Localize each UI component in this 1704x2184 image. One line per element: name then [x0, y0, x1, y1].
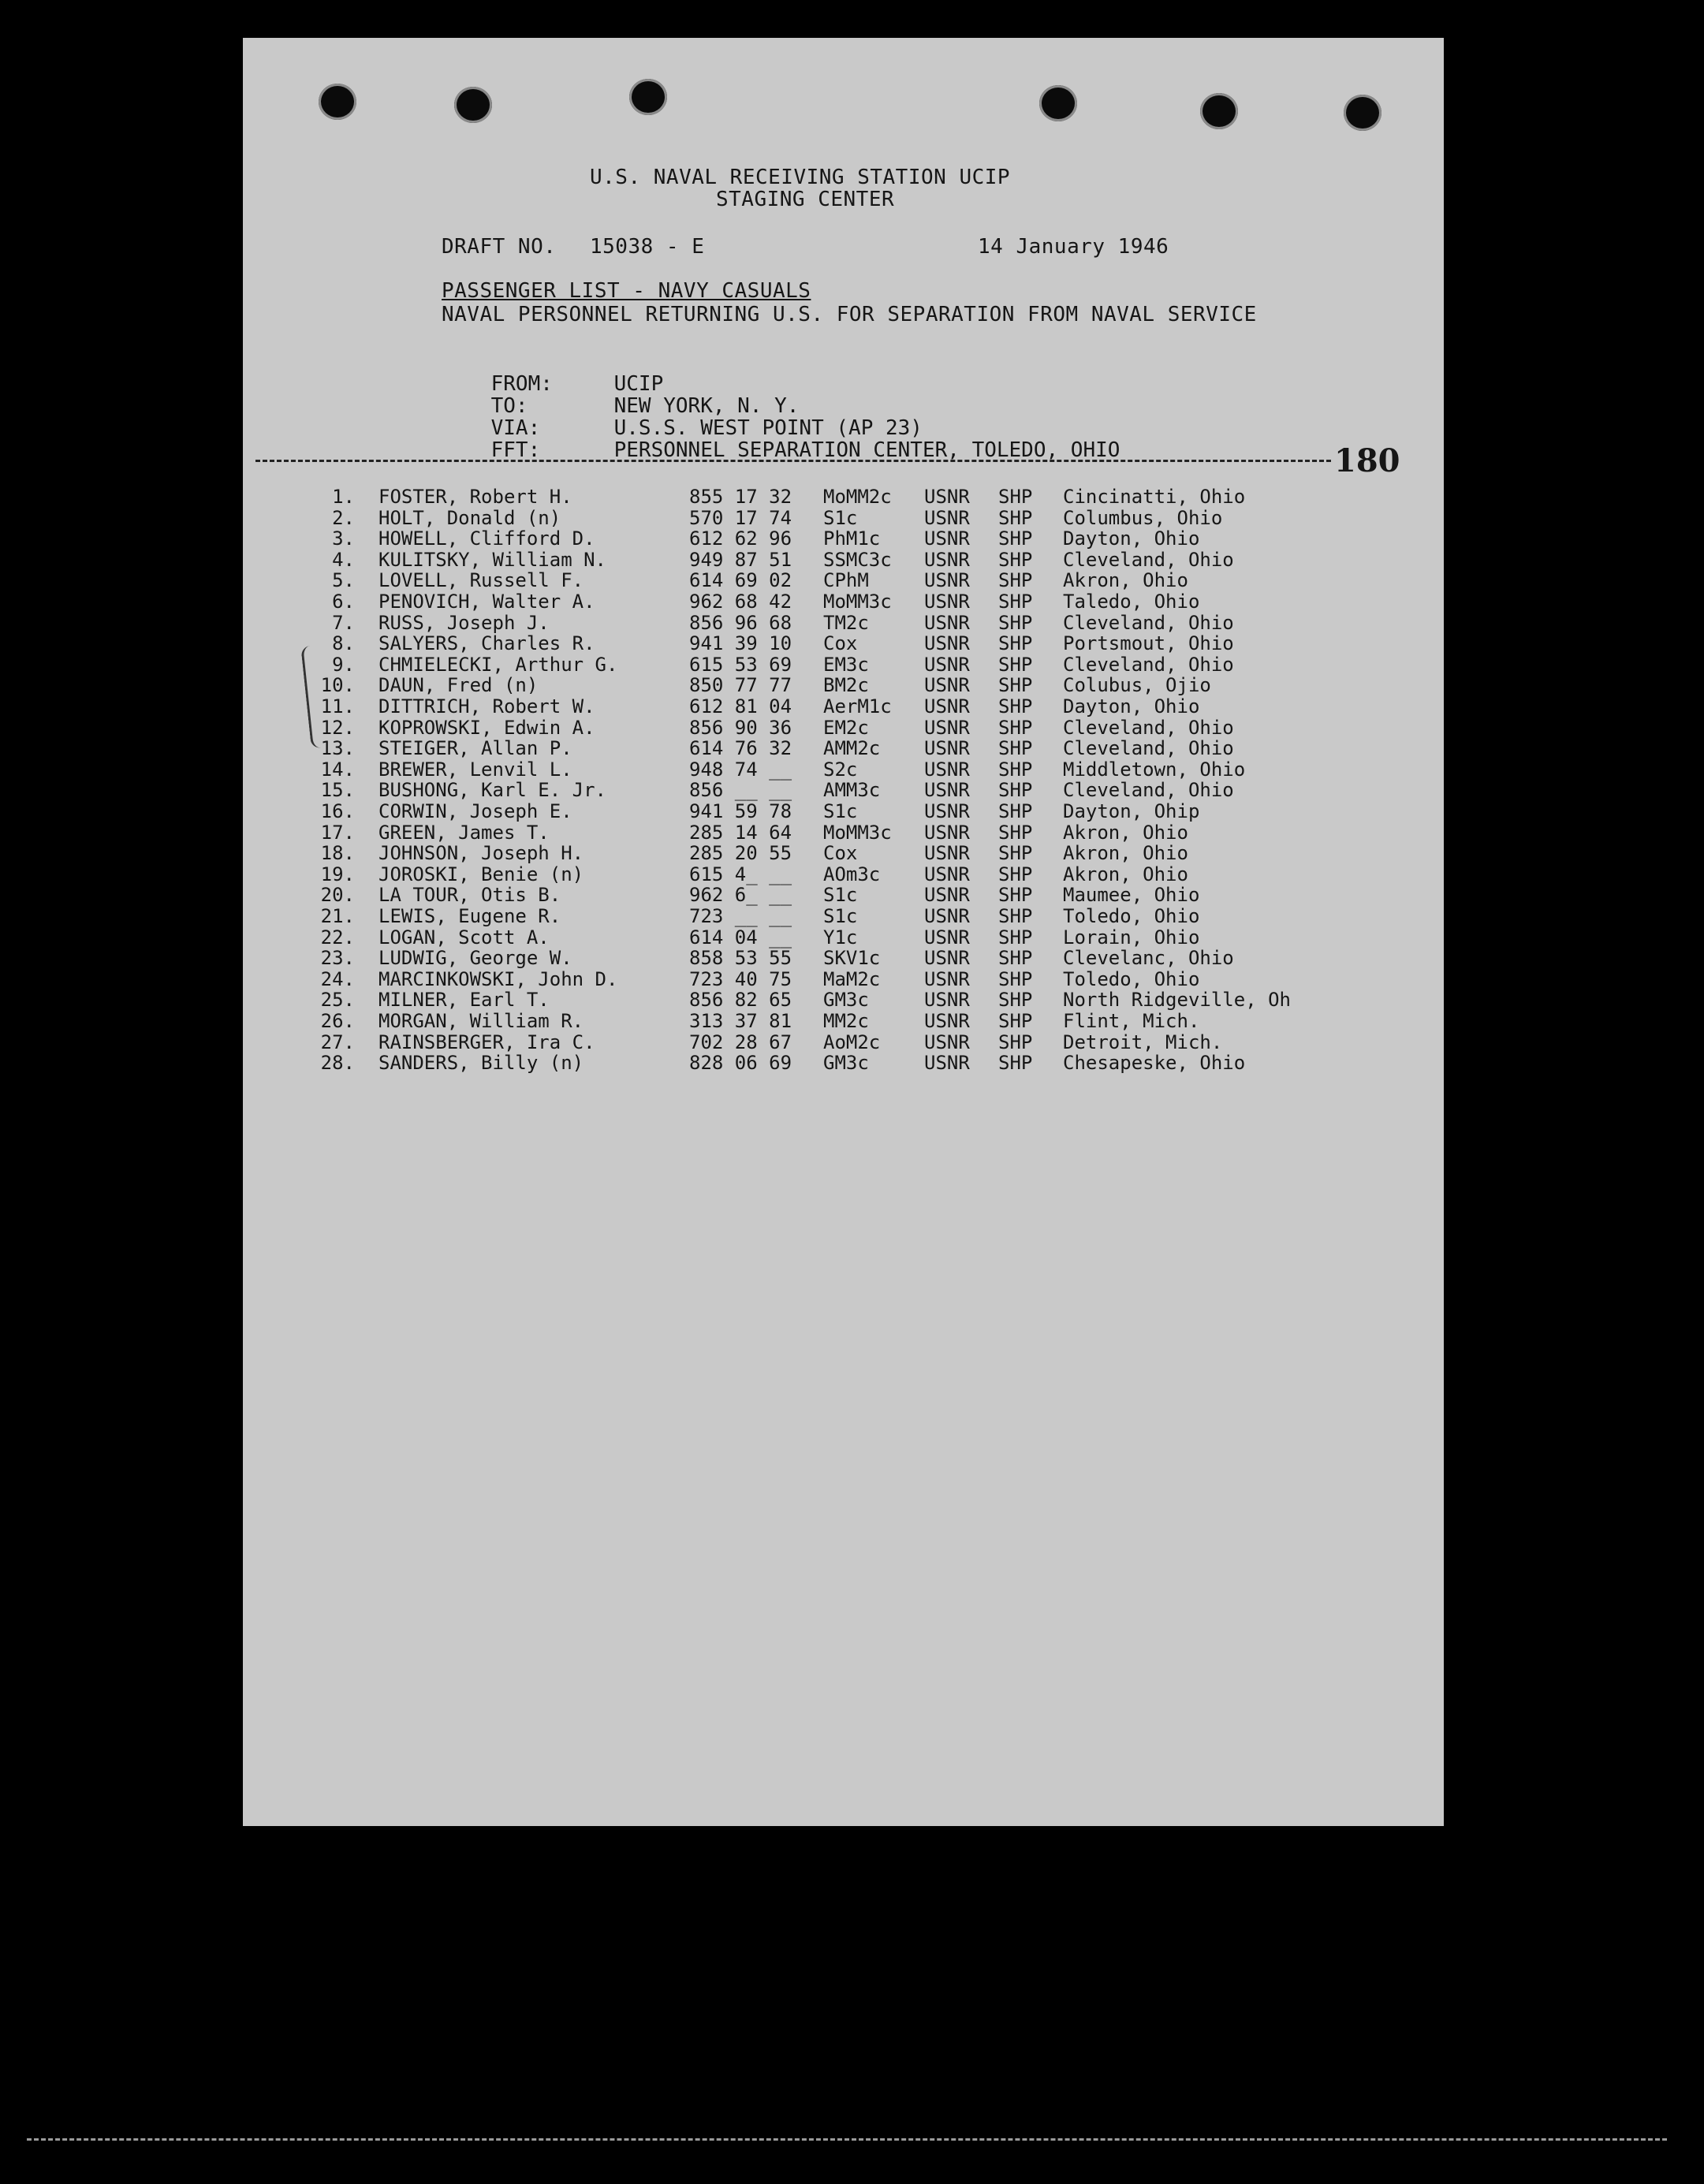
list-title: PASSENGER LIST - NAVY CASUALS: [442, 279, 811, 303]
service-class: USNR: [924, 1031, 970, 1053]
passenger-number: 22.: [320, 926, 355, 949]
passenger-number: 21.: [320, 905, 355, 927]
home-town: Akron, Ohio: [1063, 569, 1188, 591]
routing-label: TO:: [490, 394, 528, 418]
service-class: USNR: [924, 968, 970, 990]
service-class: USNR: [924, 549, 970, 571]
service-class: USNR: [924, 695, 970, 717]
punch-hole: [1200, 93, 1238, 129]
passenger-name: LUDWIG, George W.: [378, 947, 572, 969]
service-number: 949 87 51: [689, 549, 792, 571]
passenger-name: CHMIELECKI, Arthur G.: [378, 654, 618, 676]
passenger-number: 1.: [332, 486, 355, 508]
passenger-name: DAUN, Fred (n): [378, 674, 539, 696]
home-town: Cleveland, Ohio: [1063, 737, 1234, 759]
passenger-number: 14.: [320, 758, 355, 781]
scan-edge-line: [27, 2138, 1667, 2141]
routing-value: U.S.S. WEST POINT (AP 23): [613, 416, 923, 440]
service-class: USNR: [924, 863, 970, 885]
list-subtitle: NAVAL PERSONNEL RETURNING U.S. FOR SEPARATION FROM NAVAL SERVICE: [442, 303, 1257, 326]
home-town: Cleveland, Ohio: [1063, 717, 1234, 739]
passenger-name: STEIGER, Allan P.: [378, 737, 572, 759]
passenger-number: 13.: [320, 737, 355, 759]
home-town: Columbus, Ohio: [1063, 507, 1223, 529]
rating: MaM2c: [823, 968, 881, 990]
home-town: Cleveland, Ohio: [1063, 612, 1234, 634]
rating: MoMM2c: [823, 486, 892, 508]
home-town: Dayton, Ohip: [1063, 800, 1200, 822]
transport-code: SHP: [998, 926, 1033, 949]
passenger-number: 2.: [332, 507, 355, 529]
transport-code: SHP: [998, 632, 1033, 654]
passenger-number: 24.: [320, 968, 355, 990]
passenger-name: PENOVICH, Walter A.: [378, 591, 595, 613]
rating: S1c: [823, 884, 858, 906]
passenger-name: JOROSKI, Benie (n): [378, 863, 584, 885]
transport-code: SHP: [998, 842, 1033, 864]
service-number: 615 53 69: [689, 654, 792, 676]
service-class: USNR: [924, 527, 970, 550]
passenger-name: DITTRICH, Robert W.: [378, 695, 595, 717]
service-number: 962 6_ __: [689, 884, 792, 906]
rating: AMM2c: [823, 737, 881, 759]
service-number: 948 74 __: [689, 758, 792, 781]
service-number: 702 28 67: [689, 1031, 792, 1053]
rating: SKV1c: [823, 947, 881, 969]
transport-code: SHP: [998, 1052, 1033, 1074]
transport-code: SHP: [998, 527, 1033, 550]
passenger-number: 10.: [320, 674, 355, 696]
passenger-number: 9.: [332, 654, 355, 676]
passenger-name: LOGAN, Scott A.: [378, 926, 550, 949]
dashed-divider: [255, 460, 1331, 462]
punch-hole: [1039, 85, 1077, 121]
passenger-number: 17.: [320, 822, 355, 844]
service-class: USNR: [924, 905, 970, 927]
service-class: USNR: [924, 486, 970, 508]
rating: S1c: [823, 905, 858, 927]
draft-label: DRAFT NO.: [442, 235, 557, 259]
rating: BM2c: [823, 674, 869, 696]
home-town: Colubus, Ojio: [1063, 674, 1211, 696]
transport-code: SHP: [998, 968, 1033, 990]
service-number: 285 14 64: [689, 822, 792, 844]
home-town: Toledo, Ohio: [1063, 968, 1200, 990]
home-town: Akron, Ohio: [1063, 863, 1188, 885]
punch-hole: [454, 87, 492, 123]
service-class: USNR: [924, 1010, 970, 1032]
passenger-name: LA TOUR, Otis B.: [378, 884, 561, 906]
passenger-number: 18.: [320, 842, 355, 864]
transport-code: SHP: [998, 654, 1033, 676]
transport-code: SHP: [998, 737, 1033, 759]
service-class: USNR: [924, 737, 970, 759]
rating: SSMC3c: [823, 549, 892, 571]
transport-code: SHP: [998, 884, 1033, 906]
passenger-number: 11.: [320, 695, 355, 717]
passenger-number: 5.: [332, 569, 355, 591]
rating: AoM2c: [823, 1031, 881, 1053]
rating: GM3c: [823, 989, 869, 1011]
service-class: USNR: [924, 822, 970, 844]
passenger-name: FOSTER, Robert H.: [378, 486, 572, 508]
transport-code: SHP: [998, 947, 1033, 969]
service-number: 941 39 10: [689, 632, 792, 654]
service-number: 723 __ __: [689, 905, 792, 927]
home-town: Cleveland, Ohio: [1063, 654, 1234, 676]
home-town: Lorain, Ohio: [1063, 926, 1200, 949]
routing-label: VIA:: [490, 416, 541, 440]
service-class: USNR: [924, 779, 970, 801]
service-class: USNR: [924, 800, 970, 822]
passenger-number: 8.: [332, 632, 355, 654]
service-class: USNR: [924, 842, 970, 864]
rating: TM2c: [823, 612, 869, 634]
passenger-name: SALYERS, Charles R.: [378, 632, 595, 654]
rating: S2c: [823, 758, 858, 781]
rating: S1c: [823, 800, 858, 822]
punch-hole: [1344, 95, 1381, 131]
passenger-number: 28.: [320, 1052, 355, 1074]
rating: MoMM3c: [823, 591, 892, 613]
home-town: Akron, Ohio: [1063, 842, 1188, 864]
draft-date: 14 January 1946: [978, 235, 1169, 259]
service-number: 856 __ __: [689, 779, 792, 801]
rating: PhM1c: [823, 527, 881, 550]
home-town: Flint, Mich.: [1063, 1010, 1200, 1032]
passenger-name: MORGAN, William R.: [378, 1010, 584, 1032]
passenger-number: 26.: [320, 1010, 355, 1032]
passenger-name: HOWELL, Clifford D.: [378, 527, 595, 550]
home-town: Cleveland, Ohio: [1063, 779, 1234, 801]
service-class: USNR: [924, 926, 970, 949]
passenger-name: JOHNSON, Joseph H.: [378, 842, 584, 864]
transport-code: SHP: [998, 591, 1033, 613]
service-class: USNR: [924, 717, 970, 739]
transport-code: SHP: [998, 507, 1033, 529]
service-number: 615 4_ __: [689, 863, 792, 885]
passenger-number: 27.: [320, 1031, 355, 1053]
home-town: Taledo, Ohio: [1063, 591, 1200, 613]
routing-value: UCIP: [613, 372, 664, 396]
service-number: 614 04 __: [689, 926, 792, 949]
transport-code: SHP: [998, 758, 1033, 781]
passenger-name: MILNER, Earl T.: [378, 989, 550, 1011]
home-town: North Ridgeville, Oh: [1063, 989, 1291, 1011]
service-number: 614 76 32: [689, 737, 792, 759]
home-town: Cleveland, Ohio: [1063, 549, 1234, 571]
rating: Y1c: [823, 926, 858, 949]
home-town: Akron, Ohio: [1063, 822, 1188, 844]
punch-hole: [629, 79, 667, 115]
transport-code: SHP: [998, 863, 1033, 885]
routing-label: FROM:: [490, 372, 553, 396]
passenger-name: CORWIN, Joseph E.: [378, 800, 572, 822]
transport-code: SHP: [998, 800, 1033, 822]
transport-code: SHP: [998, 779, 1033, 801]
rating: GM3c: [823, 1052, 869, 1074]
rating: EM3c: [823, 654, 869, 676]
passenger-number: 20.: [320, 884, 355, 906]
rating: MoMM3c: [823, 822, 892, 844]
passenger-number: 12.: [320, 717, 355, 739]
home-town: Dayton, Ohio: [1063, 695, 1200, 717]
passenger-name: HOLT, Donald (n): [378, 507, 561, 529]
routing-value: PERSONNEL SEPARATION CENTER, TOLEDO, OHIO: [613, 438, 1120, 462]
passenger-name: KULITSKY, William N.: [378, 549, 606, 571]
rating: AMM3c: [823, 779, 881, 801]
service-class: USNR: [924, 632, 970, 654]
passenger-number: 15.: [320, 779, 355, 801]
home-town: Toledo, Ohio: [1063, 905, 1200, 927]
passenger-name: LEWIS, Eugene R.: [378, 905, 561, 927]
service-class: USNR: [924, 758, 970, 781]
transport-code: SHP: [998, 905, 1033, 927]
rating: EM2c: [823, 717, 869, 739]
home-town: Cincinatti, Ohio: [1063, 486, 1246, 508]
service-class: USNR: [924, 884, 970, 906]
service-number: 570 17 74: [689, 507, 792, 529]
transport-code: SHP: [998, 822, 1033, 844]
transport-code: SHP: [998, 569, 1033, 591]
transport-code: SHP: [998, 1010, 1033, 1032]
punch-hole: [319, 84, 356, 120]
passenger-name: RUSS, Joseph J.: [378, 612, 550, 634]
home-town: Middletown, Ohio: [1063, 758, 1246, 781]
service-number: 855 17 32: [689, 486, 792, 508]
service-class: USNR: [924, 1052, 970, 1074]
transport-code: SHP: [998, 1031, 1033, 1053]
passenger-number: 16.: [320, 800, 355, 822]
passenger-number: 19.: [320, 863, 355, 885]
passenger-number: 6.: [332, 591, 355, 613]
passenger-name: BREWER, Lenvil L.: [378, 758, 572, 781]
rating: MM2c: [823, 1010, 869, 1032]
passenger-name: BUSHONG, Karl E. Jr.: [378, 779, 606, 801]
passenger-name: KOPROWSKI, Edwin A.: [378, 717, 595, 739]
routing-value: NEW YORK, N. Y.: [613, 394, 800, 418]
routing-fft: [442, 415, 1120, 486]
service-class: USNR: [924, 612, 970, 634]
passenger-number: 4.: [332, 549, 355, 571]
transport-code: SHP: [998, 695, 1033, 717]
transport-code: SHP: [998, 486, 1033, 508]
rating: CPhM: [823, 569, 869, 591]
station-title: U.S. NAVAL RECEIVING STATION UCIP: [590, 166, 1011, 189]
service-class: USNR: [924, 947, 970, 969]
service-class: USNR: [924, 591, 970, 613]
transport-code: SHP: [998, 989, 1033, 1011]
service-class: USNR: [924, 674, 970, 696]
document-page: [243, 38, 1444, 1826]
passenger-number: 25.: [320, 989, 355, 1011]
passenger-number: 3.: [332, 527, 355, 550]
passenger-name: GREEN, James T.: [378, 822, 550, 844]
service-number: 850 77 77: [689, 674, 792, 696]
passenger-name: RAINSBERGER, Ira C.: [378, 1031, 595, 1053]
service-number: 612 62 96: [689, 527, 792, 550]
passenger-name: MARCINKOWSKI, John D.: [378, 968, 618, 990]
transport-code: SHP: [998, 612, 1033, 634]
routing-label: FFT:: [490, 438, 541, 462]
service-class: USNR: [924, 654, 970, 676]
draft-number: 15038 - E: [590, 235, 705, 259]
service-number: 941 59 78: [689, 800, 792, 822]
home-town: Detroit, Mich.: [1063, 1031, 1223, 1053]
center-title: STAGING CENTER: [716, 188, 895, 211]
home-town: Maumee, Ohio: [1063, 884, 1200, 906]
page-number: 180: [1334, 442, 1400, 479]
rating: AOm3c: [823, 863, 881, 885]
passenger-number: 23.: [320, 947, 355, 969]
transport-code: SHP: [998, 674, 1033, 696]
service-class: USNR: [924, 989, 970, 1011]
transport-code: SHP: [998, 549, 1033, 571]
service-class: USNR: [924, 569, 970, 591]
service-number: 723 40 75: [689, 968, 792, 990]
home-town: Portsmout, Ohio: [1063, 632, 1234, 654]
rating: Cox: [823, 842, 858, 864]
home-town: Clevelanc, Ohio: [1063, 947, 1234, 969]
rating: Cox: [823, 632, 858, 654]
service-number: 614 69 02: [689, 569, 792, 591]
service-number: 858 53 55: [689, 947, 792, 969]
service-number: 856 96 68: [689, 612, 792, 634]
home-town: Dayton, Ohio: [1063, 527, 1200, 550]
rating: S1c: [823, 507, 858, 529]
rating: AerM1c: [823, 695, 892, 717]
service-number: 962 68 42: [689, 591, 792, 613]
transport-code: SHP: [998, 717, 1033, 739]
passenger-number: 7.: [332, 612, 355, 634]
service-class: USNR: [924, 507, 970, 529]
service-number: 856 82 65: [689, 989, 792, 1011]
passenger-name: SANDERS, Billy (n): [378, 1052, 584, 1074]
service-number: 612 81 04: [689, 695, 792, 717]
service-number: 828 06 69: [689, 1052, 792, 1074]
service-number: 313 37 81: [689, 1010, 792, 1032]
service-number: 856 90 36: [689, 717, 792, 739]
home-town: Chesapeske, Ohio: [1063, 1052, 1246, 1074]
service-number: 285 20 55: [689, 842, 792, 864]
passenger-name: LOVELL, Russell F.: [378, 569, 584, 591]
